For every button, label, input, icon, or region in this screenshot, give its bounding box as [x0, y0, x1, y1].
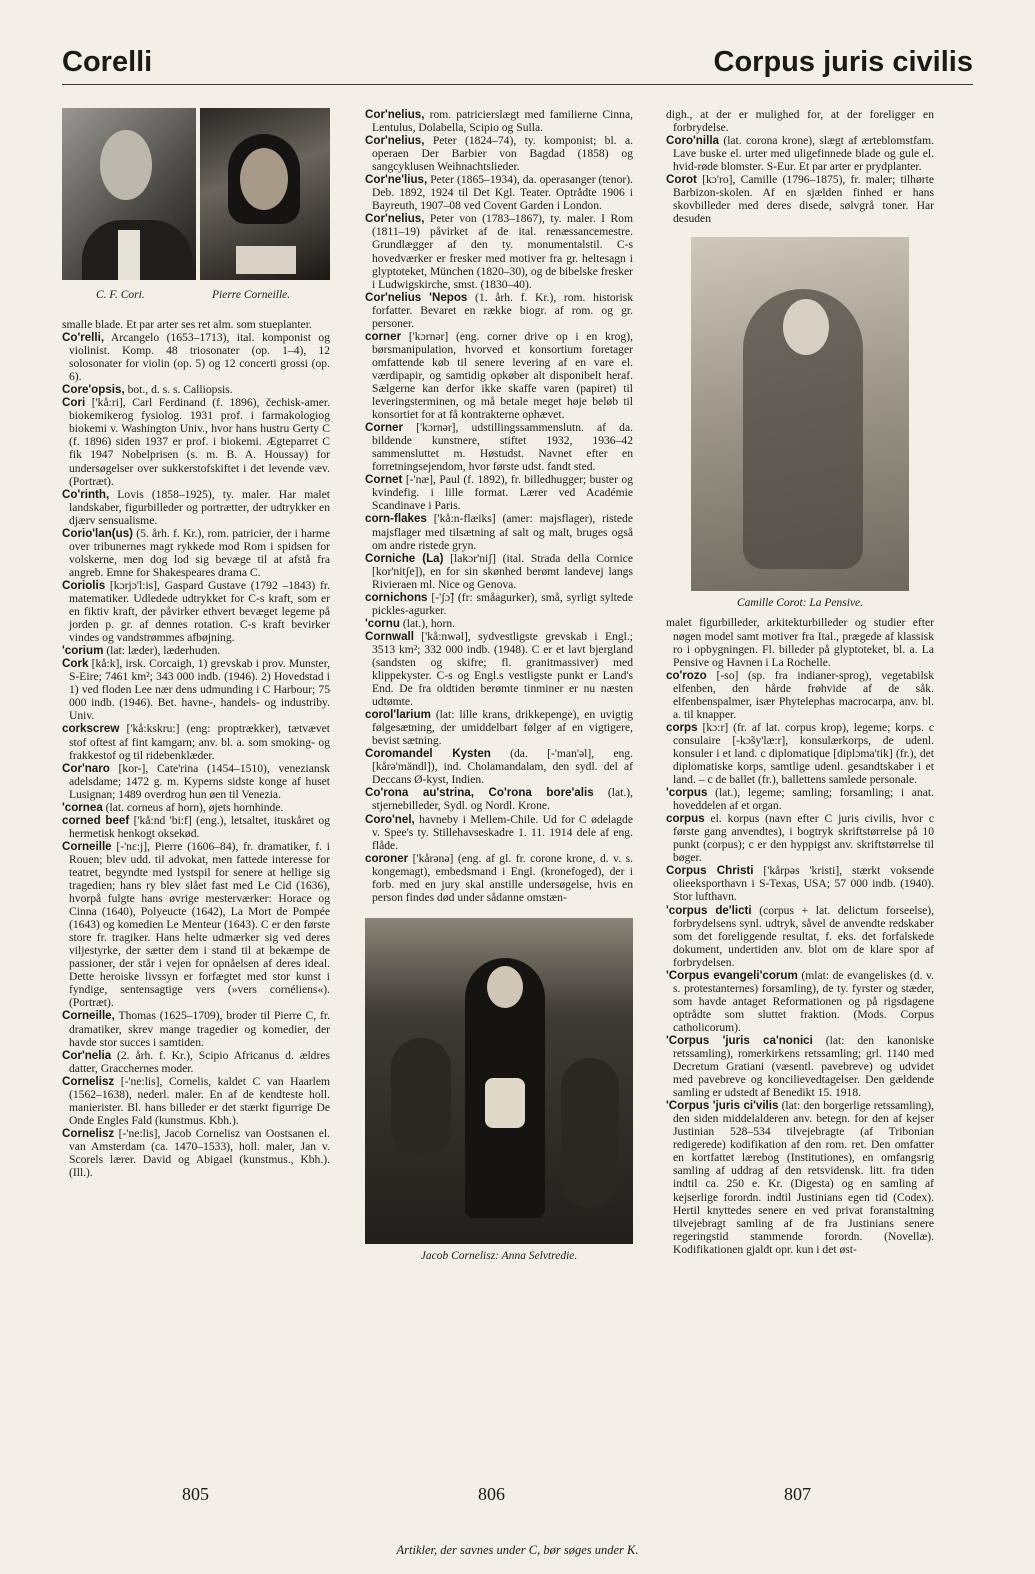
entry-text: (lat: den kanoniske retssamling), romerkirkens retssamling; grl. 1140 med Decretum Gratiani (væsentl. pavebreve) og udvidet med pavebreve og koncilievedtagelser. Den gældende samling er udstedt af Benedikt 15. 1918.	[673, 1033, 934, 1100]
dictionary-entry	[666, 969, 934, 1034]
dictionary-entry	[666, 812, 934, 864]
entry-headword: co'rozo	[666, 668, 707, 682]
entry-headword: corner	[365, 329, 402, 343]
dictionary-entry	[62, 762, 330, 801]
entry-text: Thomas (1625–1709), broder til Pierre C, fr. dramatiker, skrev mange tragedier og komedier, der havde stor succes i samtiden.	[69, 1009, 330, 1049]
dictionary-entry	[666, 1034, 934, 1099]
entry-text: ['kå:kskru:] (eng: proptrækker), tætvævet stof oftest af fint kamgarn; anv. bl. a. som smoking- og frakkestof og til ridebenklæder.	[69, 722, 330, 762]
entry-headword: Corneille,	[62, 1009, 115, 1023]
entry-headword: Cori	[62, 396, 86, 410]
entry-headword: 'cornu	[365, 616, 400, 630]
entry-text: (da. [-'man'əl], eng. [kårə'mändl]), ind. Cholamandalam, den sydl. del af Deccans Ø-kyst, Indien.	[372, 747, 633, 787]
entry-headword: Cornelisz	[62, 1074, 115, 1088]
entry-headword: Corneille	[62, 839, 112, 853]
footer-note: Artikler, der savnes under C, bør søges under K.	[396, 1543, 639, 1557]
entry-text: ['kårpəs 'kristi], stærkt voksende olieeksporthavn i S-Texas, USA; 57 000 indb. (1940). Stor lufthavn.	[673, 864, 934, 904]
column-2	[365, 108, 633, 1269]
dictionary-entry	[666, 616, 934, 668]
dictionary-entry	[365, 173, 633, 212]
entry-headword: Co'rinth,	[62, 487, 110, 501]
header-left-guideword: Corelli	[62, 46, 153, 78]
dictionary-entry	[62, 1009, 330, 1048]
column-3	[666, 108, 934, 1256]
entry-text: digh., at der er mulighed for, at der foreligger en forbrydelse.	[666, 108, 934, 135]
dictionary-entry	[365, 852, 633, 904]
header-right-guideword: Corpus juris civilis	[713, 46, 973, 78]
entry-headword: 'Corpus evangeli'corum	[666, 968, 798, 982]
entry-headword: Cork	[62, 657, 89, 671]
entry-headword: corn-flakes	[365, 512, 427, 526]
entry-text: bot., d. s. s. Calliopsis.	[124, 383, 233, 397]
page-number-middle: 806	[478, 1484, 505, 1504]
dictionary-entry	[365, 591, 633, 617]
entry-text: (lat.), stjernebilleder, Sydl. og Nordl. Krone.	[372, 786, 633, 813]
entry-headword: Co'relli,	[62, 331, 105, 345]
entry-text: ['kå:n-flæiks] (amer: majsflager), ristede majsflager med tilsætning af salt og malt, bruges også om andre ristede gryn.	[372, 512, 633, 552]
entry-headword: corps	[666, 720, 698, 734]
entry-text: (5. årh. f. Kr.), rom. patricier, der i harme over tribunernes magt rykkede mod Rom i spidsen for volskerne, men dog lod sig bevæge til at afstå fra angreb. Emne for Shakespeares drama C.	[69, 526, 330, 579]
dictionary-entry	[365, 512, 633, 551]
entries-col-3-top	[666, 108, 934, 225]
dictionary-entry	[62, 1127, 330, 1179]
entry-headword: Core'opsis,	[62, 383, 125, 397]
dictionary-entry	[62, 396, 330, 487]
entry-text: smalle blade. Et par arter ses ret alm. som stueplanter.	[62, 318, 312, 331]
entry-headword: Coro'nilla	[666, 134, 719, 148]
entry-text: ['kå:nd 'bi:f] (eng.), letsaltet, ituskåret og hermetisk henkogt oksekød.	[69, 813, 330, 840]
entry-text: (lat. corneus af horn), øjets hornhinde.	[102, 800, 284, 814]
entry-text: (corpus + lat. delictum forseelse), forbrydelsens synl. udtryk, såvel de anvendte redskaber som det foreliggende resultat, f. eks. det forfalskede dokument, undertiden anv. blot om de klare spor af forbrydelsen.	[673, 903, 934, 969]
dictionary-entry	[62, 488, 330, 527]
entry-headword: 'Corpus 'juris ca'nonici	[666, 1033, 813, 1047]
entry-headword: Coro'nel,	[365, 812, 415, 826]
entry-text: [-'ne:lis], Jacob Cornelisz van Oostsanen el. van Amsterdam (ca. 1470–1533), holl. maler, Jan v. Scorels lærer. David og Abigael (kunstmus., Kbh.). (Ill.).	[69, 1126, 330, 1180]
page-number-left: 805	[182, 1484, 209, 1504]
entry-headword: cornichons	[365, 590, 428, 604]
entry-text: (lat. corona krone), slægt af ærteblomstfam. Lave buske el. urter med uligefinnede blade og gule el. hvid-røde blomster. S-Eur. Et par arter er prydplanter.	[673, 134, 934, 174]
entry-text: el. korpus (navn efter C juris civilis, hvor c første gang anvendtes), i bogtryk skriftstørrelse på 10 punkt (corpus); c er den hyppigst anv. skriftstørrelse til bøger.	[673, 812, 934, 865]
caption-la-pensive: Camille Corot: La Pensive.	[736, 597, 864, 610]
caption-corneille: Pierre Corneille.	[212, 289, 291, 301]
page-header	[62, 42, 973, 85]
page-number-right: 807	[784, 1484, 811, 1504]
entry-headword: Co'rona au'strina, Co'rona bore'alis	[365, 786, 594, 800]
entry-text: [-'ʃɔ̃] (fr: småagurker), små, syrligt syltede pickles-agurker.	[372, 590, 633, 617]
entry-text: (1. årh. f. Kr.), rom. historisk forfatter. Bevaret en række biogr. af rom. og gr. personer.	[372, 290, 634, 330]
entry-text: (lat: lille krans, drikkepenge), en uvigtig følgesætning, der umiddelbart følger af en vigtigere, bevist sætning.	[372, 708, 633, 748]
painting-la-pensive	[691, 237, 909, 591]
entry-text: [kor-], Cate'rina (1454–1510), veneziansk adelsdame; 1472 g. m. Kyperns sidste konge af huset Lusignan; 1489 overdrog hun øen til Venezia.	[69, 761, 330, 801]
entry-text: malet figurbilleder, arkitekturbilleder og studier efter nøgen model samt motiver fra Ital., prægede af klassisk ro i opbygningen. Fl. billeder på glyptoteket, bl. a. La Pensive og Havnen i La Rochelle.	[666, 616, 934, 669]
entry-text: [kɔ'ro], Camille (1796–1875), fr. maler; tilhørte Barbizon-skolen. Af en sjælden finhed er hans skovbilleder med deres disede, sølvgrå toner. Har desuden	[673, 173, 934, 226]
dictionary-entry	[666, 173, 934, 225]
entry-headword: Corio'lan(us)	[62, 526, 134, 540]
entry-text: ['kɔrnər], udstillingssammenslutn. af da. bildende kunstnere, stiftet 1932, 1936–42 sammensluttet m. Høstudst. Navnet efter en forretningsejendom, hvor første udst. fandt sted.	[372, 421, 633, 474]
dictionary-entry	[666, 904, 934, 969]
dictionary-entry	[666, 134, 934, 173]
entry-headword: Corner	[365, 421, 404, 435]
dictionary-entry	[365, 813, 633, 852]
portrait-cori	[62, 108, 196, 280]
entry-text: [kɔ:r] (fr. af lat. corpus krop), legeme; korps. c consulaire [-kɔ̃sy'læ:r], konsulærkorps, de udenl. konsuler i et land. c diplomatique [diplɔma'tik] (fr.), det diplomatiske korps, samtlige udenl. gesandtskaber i et land. – c de ballet (fr.), ballettens samlede personale.	[673, 720, 934, 787]
entry-text: rom. patricierslægt med familierne Cinna, Lentulus, Dolabella, Scipio og Sulla.	[372, 108, 633, 135]
entry-headword: Corpus Christi	[666, 864, 754, 878]
entry-headword: 'corium	[62, 644, 104, 658]
entry-text: Lovis (1858–1925), ty. maler. Har malet landskaber, figurbilleder og portrætter, der udtrykker en djærv sensualisme.	[69, 487, 330, 527]
dictionary-entry	[365, 747, 633, 786]
entry-text: ['kårənə] (eng. af gl. fr. corone krone, d. v. s. kongemagt), embedsmand i Engl. (kronefoged), der i forb. med en jury skal anstille undersøgelse, hvis en person findes død under sådanne omstæn-	[372, 851, 633, 904]
dictionary-entry	[666, 786, 934, 812]
dictionary-entry	[62, 1049, 330, 1075]
entry-text: [-'nɛ:j], Pierre (1606–84), fr. dramatiker, f. i Rouen; blev udd. til advokat, men fattede interesse for teatret, begyndte med lystspil for senere at hellige sig tragedien; hans ry blev slået fast med Le Cid (1636), hvorpå fulgte hans øvrige mesterværker: Horace og Cinna (1640), Polyeucte (1642), La Mort de Pompée (1643) og komedien Le Menteur (1643). C er den første store fr. tragiker. Hans helte udmærker sig ved deres viljestyrke, der sætter dem i stand til at bekæmpe de passioner, der står i vejen for opnåelsen af deres ideal. Dette heroiske livssyn er forfægtet med stor kunst i fyndige, sentensagtige vers (»vers cornéliens«). (Portræt).	[69, 839, 330, 1010]
dictionary-entry	[365, 330, 633, 421]
dictionary-entry	[62, 722, 330, 761]
entry-text: ['kɔrnər] (eng. corner drive op i en krog), børsmanipulation, hvorved et konsortium foretager omfattende køb til senere levering af en vare el. værdipapir, og samtidig opkøber alt disponibelt heraf. Sælgerne kan derfor ikke skaffe varen (papiret) til leveringsterminen, og må betale meget høje beløb til konsortiet for at få kontrakterne ophævet.	[372, 329, 633, 422]
dictionary-entry	[365, 108, 633, 134]
dictionary-entry	[62, 814, 330, 840]
caption-anna-selvtredie: Jacob Cornelisz: Anna Selvtredie.	[420, 1249, 578, 1262]
dictionary-entry	[365, 421, 633, 473]
entry-headword: Coriolis	[62, 578, 106, 592]
entry-headword: corned beef	[62, 813, 130, 827]
entry-headword: corpus	[666, 812, 705, 826]
portraits	[62, 108, 330, 314]
dictionary-entry	[666, 108, 934, 134]
entry-headword: 'cornea	[62, 800, 103, 814]
entry-headword: Corot	[666, 173, 697, 187]
dictionary-entry	[62, 318, 330, 331]
dictionary-entry	[62, 527, 330, 579]
entry-headword: Cor'ne'lius,	[365, 173, 428, 187]
entries-col-1	[62, 318, 330, 1179]
dictionary-entry	[365, 786, 633, 812]
entries-col-3	[666, 616, 934, 1255]
column-1	[62, 108, 330, 1179]
dictionary-entry	[62, 644, 330, 657]
entry-headword: Corniche (La)	[365, 551, 444, 565]
entry-text: ['kå:ri], Carl Ferdinand (f. 1896), čechisk-amer. biokemikerog fysiolog. 1931 prof. i farmakologiog biokemi v. Washington Univ., hvor hans hustru Gerty C (f. 1896) siden 1937 er prof. i biokemi. Ægteparret C fik 1947 Nobelprisen (s. m. B. A. Houssay) for undersøgelser over sukkerstofskiftet i det levende væv. (Portræt).	[69, 396, 330, 488]
entry-text: (lat.), horn.	[399, 616, 456, 630]
entry-headword: corol'larium	[365, 708, 431, 722]
entry-text: (mlat: de evangeliskes (d. v. s. protestanternes) forsamling), de ty. fyrster og stæder, som havde antaget Reformationen og på rigsdagene optrådte som sluttet fraktion. (Mods. Corpus catholicorum).	[673, 968, 934, 1034]
dictionary-entry	[666, 721, 934, 786]
entry-headword: 'Corpus 'juris ci'vilis	[666, 1099, 779, 1113]
dictionary-entry	[365, 552, 633, 591]
dictionary-entry	[365, 291, 633, 330]
dictionary-entry	[666, 864, 934, 903]
dictionary-entry	[62, 331, 330, 383]
dictionary-entry	[365, 617, 633, 630]
dictionary-entry	[365, 212, 633, 290]
entry-text: [kå:k], irsk. Corcaigh, 1) grevskab i prov. Munster, S-Eire; 7461 km²; 343 000 indb. (1946). 2) Hovedstad i 1) ved floden Lee nær dens udmunding i C Harbour; 75 000 indb. (1946). Bet. havne-, handels- og industriby. Univ.	[69, 657, 330, 723]
painting-anna-selvtredie	[365, 918, 633, 1244]
entry-headword: Cor'nelius,	[365, 134, 425, 148]
dictionary-entry	[365, 473, 633, 512]
entry-text: [kɔrjɔ'l:is], Gaspard Gustave (1792 –1843) fr. matematiker. Udledede udtrykket for C-s kraft, som er en fiktiv kraft, der påvirker ethvert bevæget legeme på jorden p. gr. af dennes rotation. C-s kraft bevirker vindes og vandstrømmes afbøjning.	[69, 578, 330, 645]
entry-headword: Cor'nelia	[62, 1048, 112, 1062]
entry-text: [-so] (sp. fra indianer-sprog), vegetabilsk elfenben, den hårde frøhvide af de såk. elfenbenspalmer, især Phytelephas macrocarpa, anv. bl. a. til knapper.	[673, 668, 934, 721]
entry-text: [lakɔr'niʃ] (ital. Strada della Cornice [kor'nitʃe]), en for sin skønhed berømt landevej langs Rivieraen ml. Nice og Genova.	[372, 551, 633, 591]
entry-text: [-'ne:lis], Cornelis, kaldet C van Haarlem (1562–1638), nederl. maler. En af de kendteste holl. manierister. Bl. hans billeder er det stærkt figurrige De Onde Engles Fald (kunstmus. Kbh.).	[69, 1074, 330, 1127]
dictionary-entry	[62, 1075, 330, 1127]
entry-text: ['kå:nwəl], sydvestligste grevskab i Engl.; 3513 km²; 332 000 indb. (1948). C er et lavt bjergland (sandsten og skifre; fl. granitmassiver) med klippekyster. C-s og Engl.s vestligste punkt er Land's End. De fra oldtiden berømte tinminer er nu næsten udtømte.	[372, 629, 633, 709]
entry-headword: Cor'naro	[62, 761, 110, 775]
entry-text: (lat: den borgerlige retssamling), den siden middelalderen anv. betegn. for den af kejser Justinian 528–534 tilvejebragte (af Tribonian redigerede) kodifikation af den rom. ret. Den omfatter en kortfattet lærebog (Institutiones), en omfangsrig samling af uddrag af den retsvidensk. litt. fra tiden indtil ca. 250 e. Kr. (Digesta) og en samling af kejserlige forordn. indtil Justinians egen tid (Codex). Hertil knyttedes senere en ved privat foranstaltning tilvejebragt samling af de fra Justinians senere regeringstid stammende forordn. (Novellæ). Kodifikationen gjaldt opr. kun i det øst-	[673, 1099, 934, 1256]
entry-headword: Cor'nelius 'Nepos	[365, 290, 468, 304]
dictionary-entry	[365, 708, 633, 747]
dictionary-entry	[666, 1099, 934, 1256]
entry-headword: Cornelisz	[62, 1126, 115, 1140]
dictionary-entry	[666, 669, 934, 721]
entry-headword: corkscrew	[62, 722, 120, 736]
entry-headword: Cornwall	[365, 629, 414, 643]
entry-text: [-'næ], Paul (f. 1892), fr. billedhugger; buster og kvindefig. i lille format. Lærer ved Académie Scandinave i Paris.	[372, 473, 633, 513]
entry-text: Peter von (1783–1867), ty. maler. I Rom (1811–19) påvirket af de ital. renæssancemestre. Grundlægger af den ty. monumentalstil. C-s hovedværker er fresker med motiver fra gr. heltesagn i glyptoteket, München (1820–30), og de bibelske fresker i Ludwigskirche, smst. (1830–40).	[372, 212, 633, 291]
entry-headword: Cornet	[365, 473, 403, 487]
entry-text: (lat.), legeme; samling; forsamling; i anat. hoveddelen af et organ.	[673, 786, 934, 813]
caption-cori: C. F. Cori.	[96, 289, 145, 301]
entry-text: (lat: læder), læderhuden.	[103, 644, 221, 658]
entry-text: Arcangelo (1653–1713), ital. komponist og violinist. Komp. 48 triosonater (op. 1–4), 12 solosonater for violin (op. 5) og 12 concerti grossi (op. 6).	[69, 331, 330, 384]
portrait-corneille	[200, 108, 330, 280]
entry-text: Peter (1824–74), ty. komponist; bl. a. operaen Der Barbier von Bagdad (1858) og sangcyklusen Weihnachtslieder.	[372, 134, 633, 174]
dictionary-entry	[62, 579, 330, 644]
entry-headword: Cor'nelius,	[365, 212, 425, 226]
dictionary-entry	[62, 657, 330, 722]
entry-headword: 'corpus	[666, 786, 708, 800]
entry-text: Peter (1865–1934), da. operasanger (tenor). Deb. 1892, 1924 til Det Kgl. Teater. Optrådte 1906 i Bayreuth, 1907–08 ved Covent Garden i London.	[372, 173, 633, 213]
entry-text: (2. årh. f. Kr.), Scipio Africanus d. ældres datter, Gracchernes moder.	[69, 1048, 330, 1075]
entry-headword: 'corpus de'licti	[666, 903, 752, 917]
entries-col-2	[365, 108, 633, 904]
entry-text: havneby i Mellem-Chile. Ud for C ødelagde v. Spee's ty. Stillehavseskadre 1. 11. 1914 dele af eng. flåde.	[372, 812, 633, 852]
dictionary-entry	[62, 383, 330, 396]
entry-headword: coroner	[365, 851, 409, 865]
entry-headword: Coromandel Kysten	[365, 747, 491, 761]
dictionary-entry	[62, 801, 330, 814]
dictionary-entry	[62, 840, 330, 1010]
entry-headword: Cor'nelius,	[365, 108, 425, 121]
dictionary-entry	[365, 630, 633, 708]
dictionary-entry	[365, 134, 633, 173]
